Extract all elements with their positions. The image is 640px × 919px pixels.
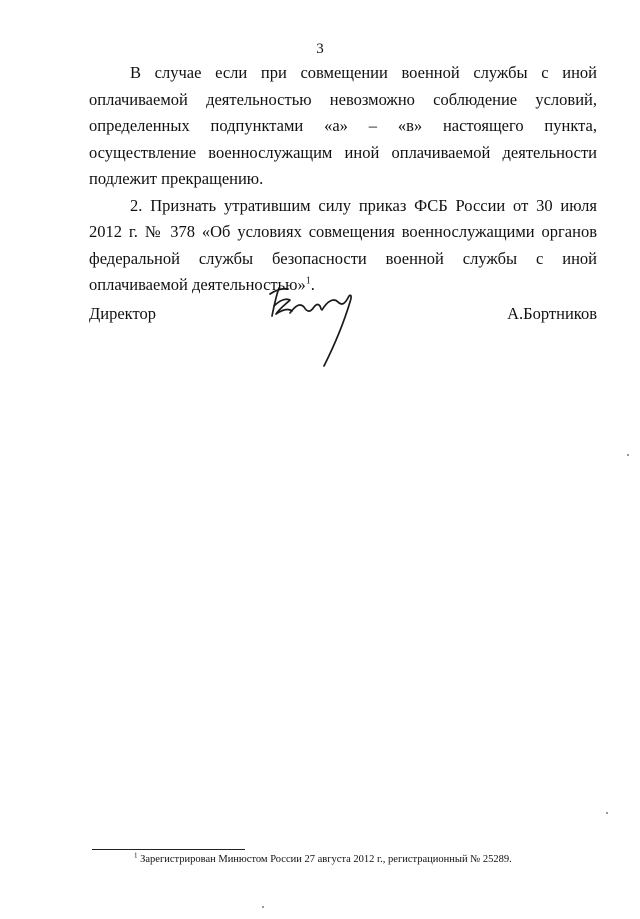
paragraph-repeal-text: 2. Признать утратившим силу приказ ФСБ России от 30 июля 2012 г. № 378 «Об условиях совмещения военнослужащими органов федеральной службы безопасности военной службы с иной оплачиваемой деятельностью»	[89, 195, 597, 294]
footnote-text: Зарегистрирован Минюстом России 27 августа 2012 г., регистрационный № 25289.	[140, 854, 512, 865]
handwritten-signature	[258, 280, 368, 370]
page-number: 3	[316, 41, 324, 57]
footnote-reference: 1	[305, 275, 311, 287]
footnote-divider	[92, 849, 245, 850]
signatory-name: А.Бортников	[507, 304, 597, 323]
document-body	[89, 60, 597, 299]
footnote-marker: 1	[134, 851, 138, 860]
paragraph-repeal-end: .	[310, 275, 315, 294]
footnote	[134, 851, 512, 865]
signatory-title: Директор	[89, 304, 156, 323]
scan-speck	[627, 454, 629, 456]
paragraph-termination-clause: В случае если при совмещении военной службы с иной оплачиваемой деятельностью невозможно соблюдение условий, определенных подпунктами «а» – «в» настоящего пункта, осуществление военнослужащим иной оплачиваемой деятельности подлежит прекращению.	[89, 63, 597, 188]
scan-speck	[262, 906, 264, 908]
scan-speck	[606, 812, 608, 814]
